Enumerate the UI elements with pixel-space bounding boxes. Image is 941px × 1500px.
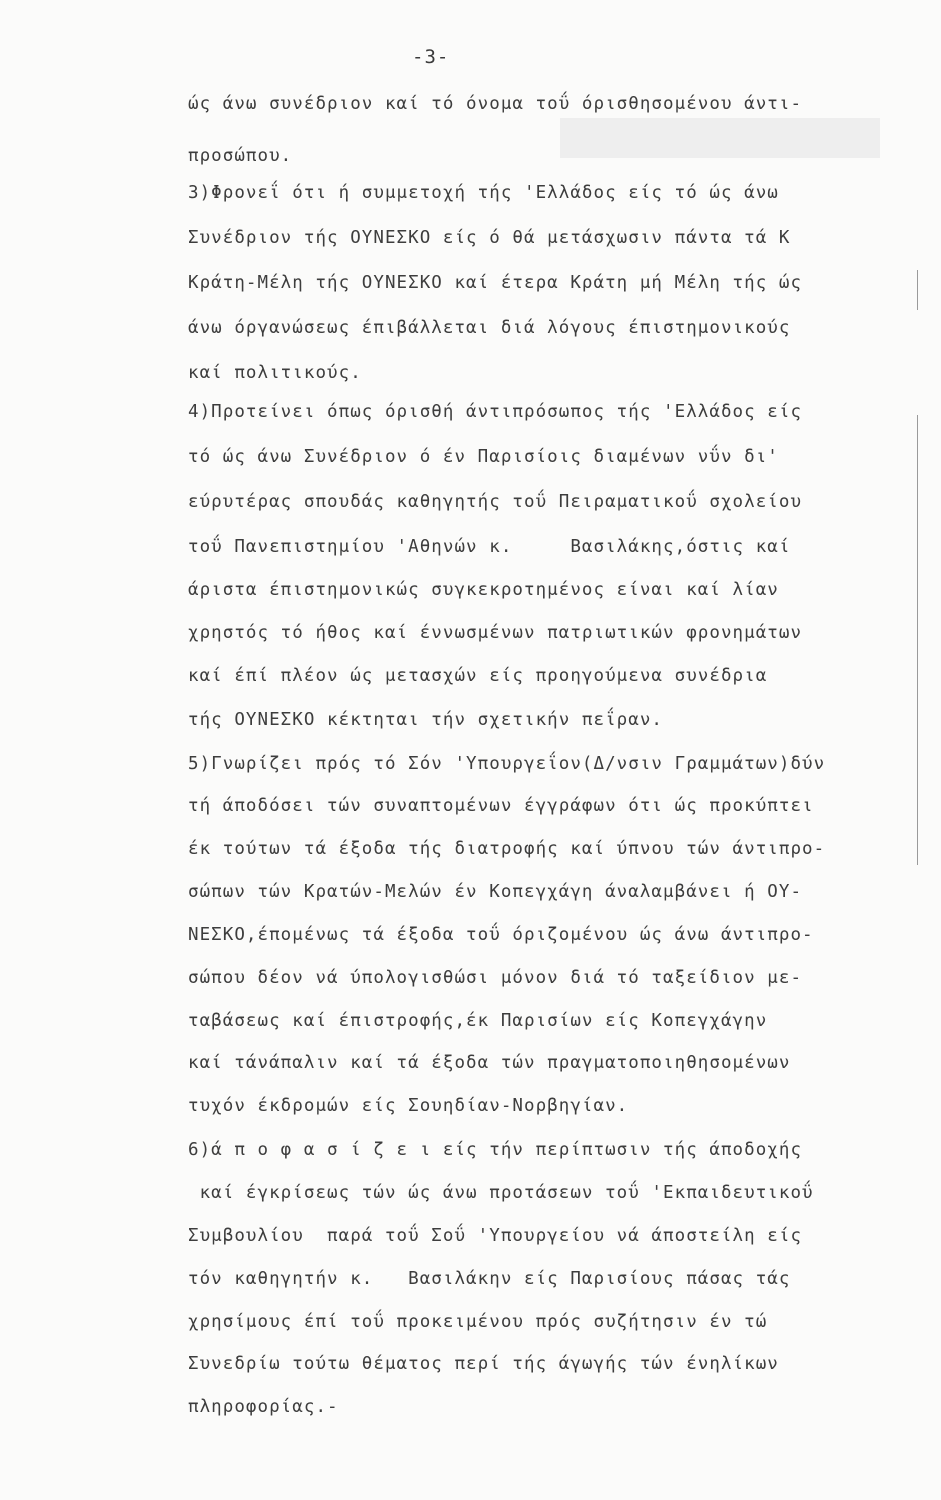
text-line: εύρυτέρας σπουδάς καθηγητής τοΰ Πειραματικοΰ σχολείου — [188, 492, 803, 512]
text-line: 5)Γνωρίζει πρός τό Σόν 'Υπουργεΐον(Δ/νσιν Γραμμάτων)δύν — [188, 754, 826, 774]
text-line: Συνεδρίω τούτω θέματος περί τής άγωγής τών ένηλίκων — [188, 1354, 779, 1374]
text-line: Συμβουλίου παρά τοΰ Σοΰ 'Υπουργείου νά άποστείλη είς — [188, 1226, 803, 1246]
text-line: 4)Προτείνει όπως όρισθή άντιπρόσωπος τής 'Ελλάδος είς — [188, 402, 803, 422]
text-line: πληροφορίας.- — [188, 1397, 339, 1417]
text-line: τό ώς άνω Συνέδριον ό έν Παρισίοις διαμένων νΰν δι' — [188, 447, 779, 467]
text-line: τόν καθηγητήν κ. Βασιλάκην είς Παρισίους πάσας τάς — [188, 1269, 791, 1289]
text-line: 3)Φρονεΐ ότι ή συμμετοχή τής 'Ελλάδος είς τό ώς άνω — [188, 183, 779, 203]
text-line: ταβάσεως καί έπιστροφής,έκ Παρισίων είς Κοπεγχάγην — [188, 1011, 768, 1031]
text-line: τοΰ Πανεπιστημίου 'Αθηνών κ. Βασιλάκης,όστις καί — [188, 537, 791, 557]
text-line: προσώπου. — [188, 146, 293, 166]
text-line: χρηστός τό ήθος καί έννωσμένων πατριωτικών φρονημάτων — [188, 623, 803, 643]
text-line: σώπων τών Κρατών-Μελών έν Κοπεγχάγη άναλαμβάνει ή ΟΥ- — [188, 882, 803, 902]
text-line: τή άποδόσει τών συναπτομένων έγγράφων ότι ώς προκύπτει — [188, 796, 814, 816]
text-line: τής ΟΥΝΕΣΚΟ κέκτηται τήν σχετικήν πεΐραν. — [188, 710, 664, 730]
margin-line — [917, 415, 918, 865]
page-number: -3- — [412, 46, 450, 68]
text-line: άριστα έπιστημονικώς συγκεκροτημένος είναι καί λίαν — [188, 580, 779, 600]
text-line: καί τάνάπαλιν καί τά έξοδα τών πραγματοποιηθησομένων — [188, 1053, 791, 1073]
text-line: Συνέδριον τής ΟΥΝΕΣΚΟ είς ό θά μετάσχωσιν πάντα τά Κ — [188, 228, 791, 248]
text-line: έκ τούτων τά έξοδα τής διατροφής καί ύπνου τών άντιπρο- — [188, 839, 826, 859]
text-line: Κράτη-Μέλη τής ΟΥΝΕΣΚΟ καί έτερα Κράτη μή Μέλη τής ώς — [188, 273, 803, 293]
show-through-shadow — [560, 118, 880, 158]
text-line: καί πολιτικούς. — [188, 363, 362, 383]
text-line: ΝΕΣΚΟ,έπομένως τά έξοδα τοΰ όριζομένου ώς άνω άντιπρο- — [188, 925, 814, 945]
text-line: καί έπί πλέον ώς μετασχών είς προηγούμενα συνέδρια — [188, 666, 768, 686]
text-line: καί έγκρίσεως τών ώς άνω προτάσεων τοΰ 'Εκπαιδευτικοΰ — [188, 1183, 814, 1203]
text-line: σώπου δέον νά ύπολογισθώσι μόνον διά τό ταξείδιον με- — [188, 968, 803, 988]
text-line: χρησίμους έπί τοΰ προκειμένου πρός συζήτησιν έν τώ — [188, 1312, 768, 1332]
margin-line — [917, 270, 918, 310]
text-line: τυχόν έκδρομών είς Σουηδίαν-Νορβηγίαν. — [188, 1096, 629, 1116]
text-line: ώς άνω συνέδριον καί τό όνομα τοΰ όρισθησομένου άντι- — [188, 94, 803, 114]
text-line: 6)ά π ο φ α σ ί ζ ε ι είς τήν περίπτωσιν τής άποδοχής — [188, 1140, 803, 1160]
text-line: άνω όργανώσεως έπιβάλλεται διά λόγους έπιστημονικούς — [188, 318, 791, 338]
